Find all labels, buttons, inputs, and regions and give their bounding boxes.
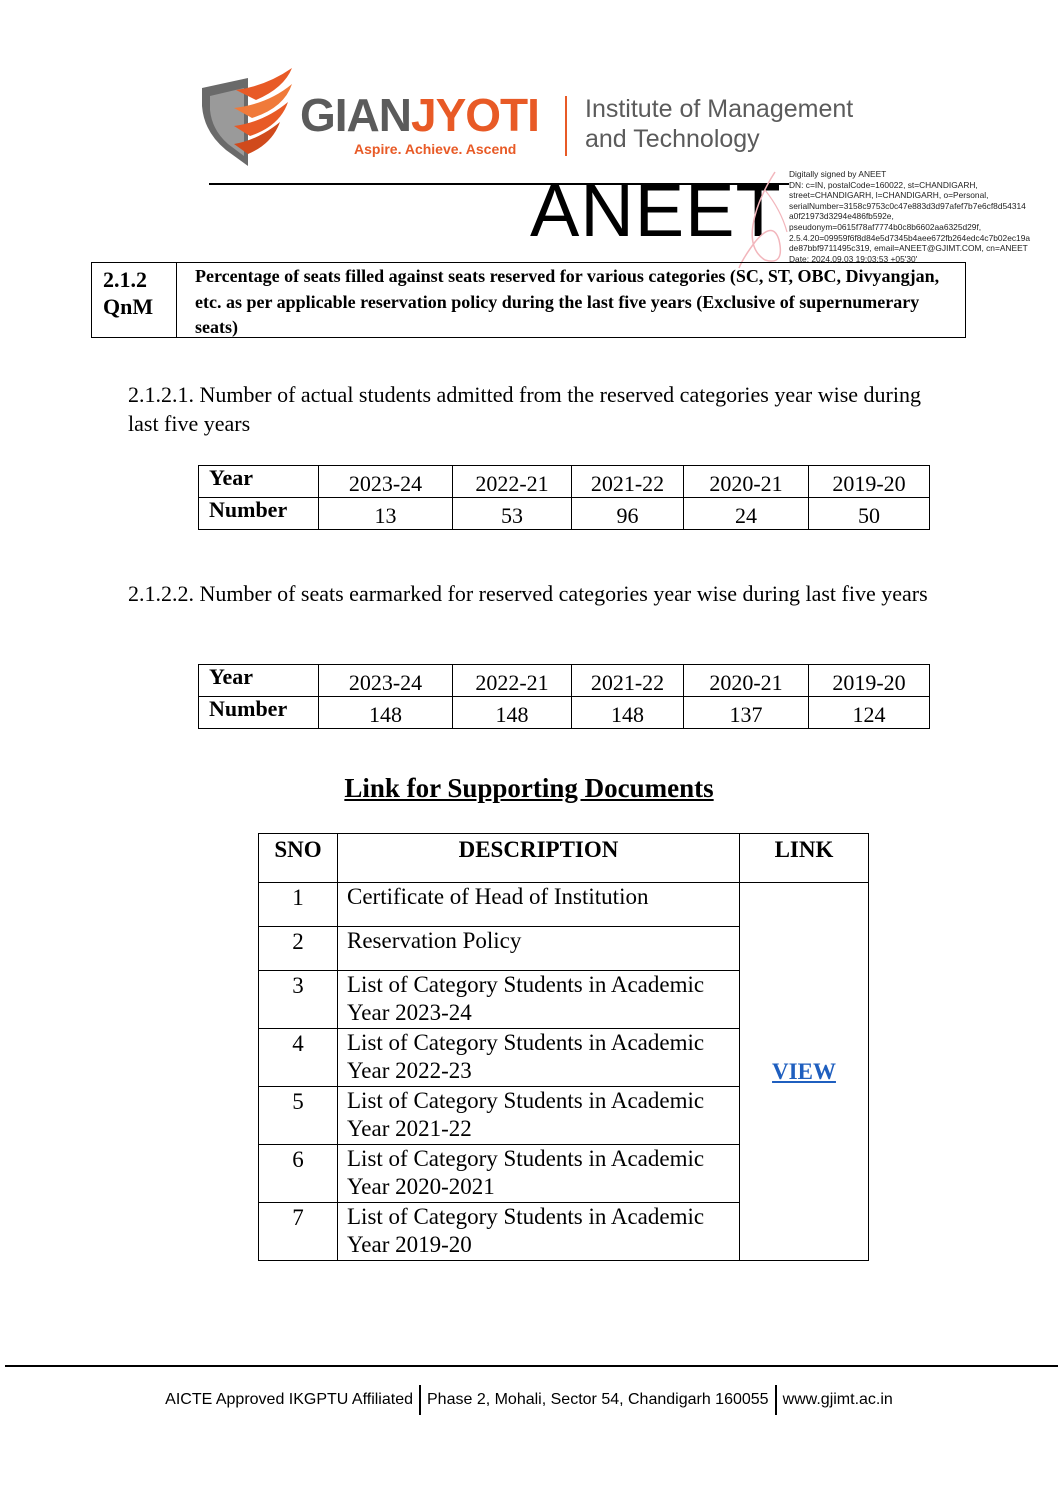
row-sno: 7 bbox=[259, 1203, 338, 1261]
section2-heading: 2.1.2.2. Number of seats earmarked for reserved categories year wise during last five years bbox=[128, 581, 928, 606]
logo-divider bbox=[565, 96, 567, 156]
table-row bbox=[199, 466, 930, 498]
table-header-row bbox=[259, 834, 869, 883]
criterion-type: QnM bbox=[103, 294, 154, 319]
row-label-year: Year bbox=[199, 466, 319, 498]
section1-heading: 2.1.2.1. Number of actual students admitted from the reserved categories year wise during last five years bbox=[128, 382, 921, 436]
supporting-documents-table bbox=[258, 833, 869, 1261]
table-cell: 148 bbox=[319, 697, 453, 729]
table-cell: 124 bbox=[809, 697, 930, 729]
table-cell: 2022-21 bbox=[453, 665, 572, 697]
signature-details bbox=[789, 169, 1051, 264]
table-cell: 148 bbox=[453, 697, 572, 729]
row-description: List of Category Students in Academic Year 2019-20 bbox=[338, 1203, 740, 1261]
institute-logo-shield bbox=[196, 66, 296, 176]
row-label-number: Number bbox=[199, 697, 319, 729]
table-cell: 2020-21 bbox=[684, 466, 809, 498]
signature-line: de87bbf9711495c319, email=ANEET@GJIMT.COM, cn=ANEET bbox=[789, 243, 1028, 254]
table-cell: 53 bbox=[453, 498, 572, 530]
row-sno: 4 bbox=[259, 1029, 338, 1087]
footer-separator bbox=[419, 1385, 421, 1415]
signature-line: 2.5.4.20=09959f6f8d84e5d7345b4aee672fb264edc4c7b02ec19a bbox=[789, 232, 1031, 243]
signature-line: serialNumber=3158c9753c0c47e883d3d97afef7b7e6cf8d54314 bbox=[789, 200, 1026, 211]
column-header-link: LINK bbox=[740, 834, 869, 883]
earmarked-seats-table bbox=[198, 664, 930, 729]
link-cell bbox=[740, 883, 869, 1261]
criterion-number: 2.1.2 bbox=[103, 267, 147, 292]
signature-line: Date: 2024.09.03 19:03:53 +05'30' bbox=[789, 253, 918, 264]
signature-line: a0f21973d3294e486fb592e, bbox=[789, 211, 894, 222]
row-description: Reservation Policy bbox=[338, 927, 740, 971]
institute-name-line1: Institute of Management bbox=[585, 95, 854, 123]
signature-name: ANEET bbox=[530, 169, 782, 252]
row-sno: 2 bbox=[259, 927, 338, 971]
supporting-documents-title: Link for Supporting Documents bbox=[344, 773, 714, 803]
table-cell: 13 bbox=[319, 498, 453, 530]
logo-tagline: Aspire. Achieve. Ascend bbox=[354, 141, 517, 157]
row-sno: 3 bbox=[259, 971, 338, 1029]
signature-line: pseudonym=0615f78af7774b0c8b6602aa6325d29f, bbox=[789, 221, 982, 232]
table-cell: 2021-22 bbox=[572, 466, 684, 498]
signature-scribble bbox=[735, 170, 795, 270]
page-footer bbox=[0, 1385, 1058, 1415]
table-cell: 2019-20 bbox=[809, 665, 930, 697]
row-label-year: Year bbox=[199, 665, 319, 697]
row-sno: 5 bbox=[259, 1087, 338, 1145]
footer-address: Phase 2, Mohali, Sector 54, Chandigarh 160055 bbox=[427, 1391, 769, 1409]
institute-name-line2: and Technology bbox=[585, 125, 760, 153]
table-cell: 2022-21 bbox=[453, 466, 572, 498]
criterion-box bbox=[91, 262, 966, 338]
logo-word-gray: GIAN bbox=[300, 89, 411, 141]
row-sno: 1 bbox=[259, 883, 338, 927]
row-description: List of Category Students in Academic Year 2021-22 bbox=[338, 1087, 740, 1145]
table-cell: 2020-21 bbox=[684, 665, 809, 697]
table-cell: 2021-22 bbox=[572, 665, 684, 697]
signature-line: street=CHANDIGARH, l=CHANDIGARH, o=Personal, bbox=[789, 190, 989, 201]
footer-separator bbox=[775, 1385, 777, 1415]
table-cell: 96 bbox=[572, 498, 684, 530]
admitted-students-table bbox=[198, 465, 930, 530]
table-cell: 24 bbox=[684, 498, 809, 530]
column-header-description: DESCRIPTION bbox=[338, 834, 740, 883]
logo-word-accent: JYOTI bbox=[411, 89, 539, 141]
row-sno: 6 bbox=[259, 1145, 338, 1203]
row-description: List of Category Students in Academic Year 2023-24 bbox=[338, 971, 740, 1029]
criterion-text: Percentage of seats filled against seats reserved for various categories (SC, ST, OBC, Divyangjan, etc. as per applicable reservation policy during the last five years (Exclusive of supernumerary seats) bbox=[195, 266, 940, 337]
signature-line: Digitally signed by ANEET bbox=[789, 169, 887, 179]
footer-rule bbox=[5, 1365, 1058, 1367]
table-row bbox=[259, 883, 869, 927]
criterion-id bbox=[92, 263, 177, 337]
table-row bbox=[199, 697, 930, 729]
column-header-sno: SNO bbox=[259, 834, 338, 883]
table-cell: 2023-24 bbox=[319, 466, 453, 498]
logo-wordmark bbox=[300, 89, 539, 141]
table-cell: 2023-24 bbox=[319, 665, 453, 697]
table-cell: 2019-20 bbox=[809, 466, 930, 498]
footer-affiliation: AICTE Approved IKGPTU Affiliated bbox=[165, 1391, 413, 1409]
footer-website[interactable]: www.gjimt.ac.in bbox=[782, 1391, 893, 1409]
table-row bbox=[199, 665, 930, 697]
table-cell: 148 bbox=[572, 697, 684, 729]
table-cell: 137 bbox=[684, 697, 809, 729]
table-cell: 50 bbox=[809, 498, 930, 530]
institute-name bbox=[585, 94, 853, 154]
signature-line: DN: c=IN, postalCode=160022, st=CHANDIGARH, bbox=[789, 179, 978, 190]
row-description: Certificate of Head of Institution bbox=[338, 883, 740, 927]
row-label-number: Number bbox=[199, 498, 319, 530]
view-link[interactable]: VIEW bbox=[772, 1058, 836, 1084]
row-description: List of Category Students in Academic Year 2022-23 bbox=[338, 1029, 740, 1087]
row-description: List of Category Students in Academic Year 2020-2021 bbox=[338, 1145, 740, 1203]
table-row bbox=[199, 498, 930, 530]
